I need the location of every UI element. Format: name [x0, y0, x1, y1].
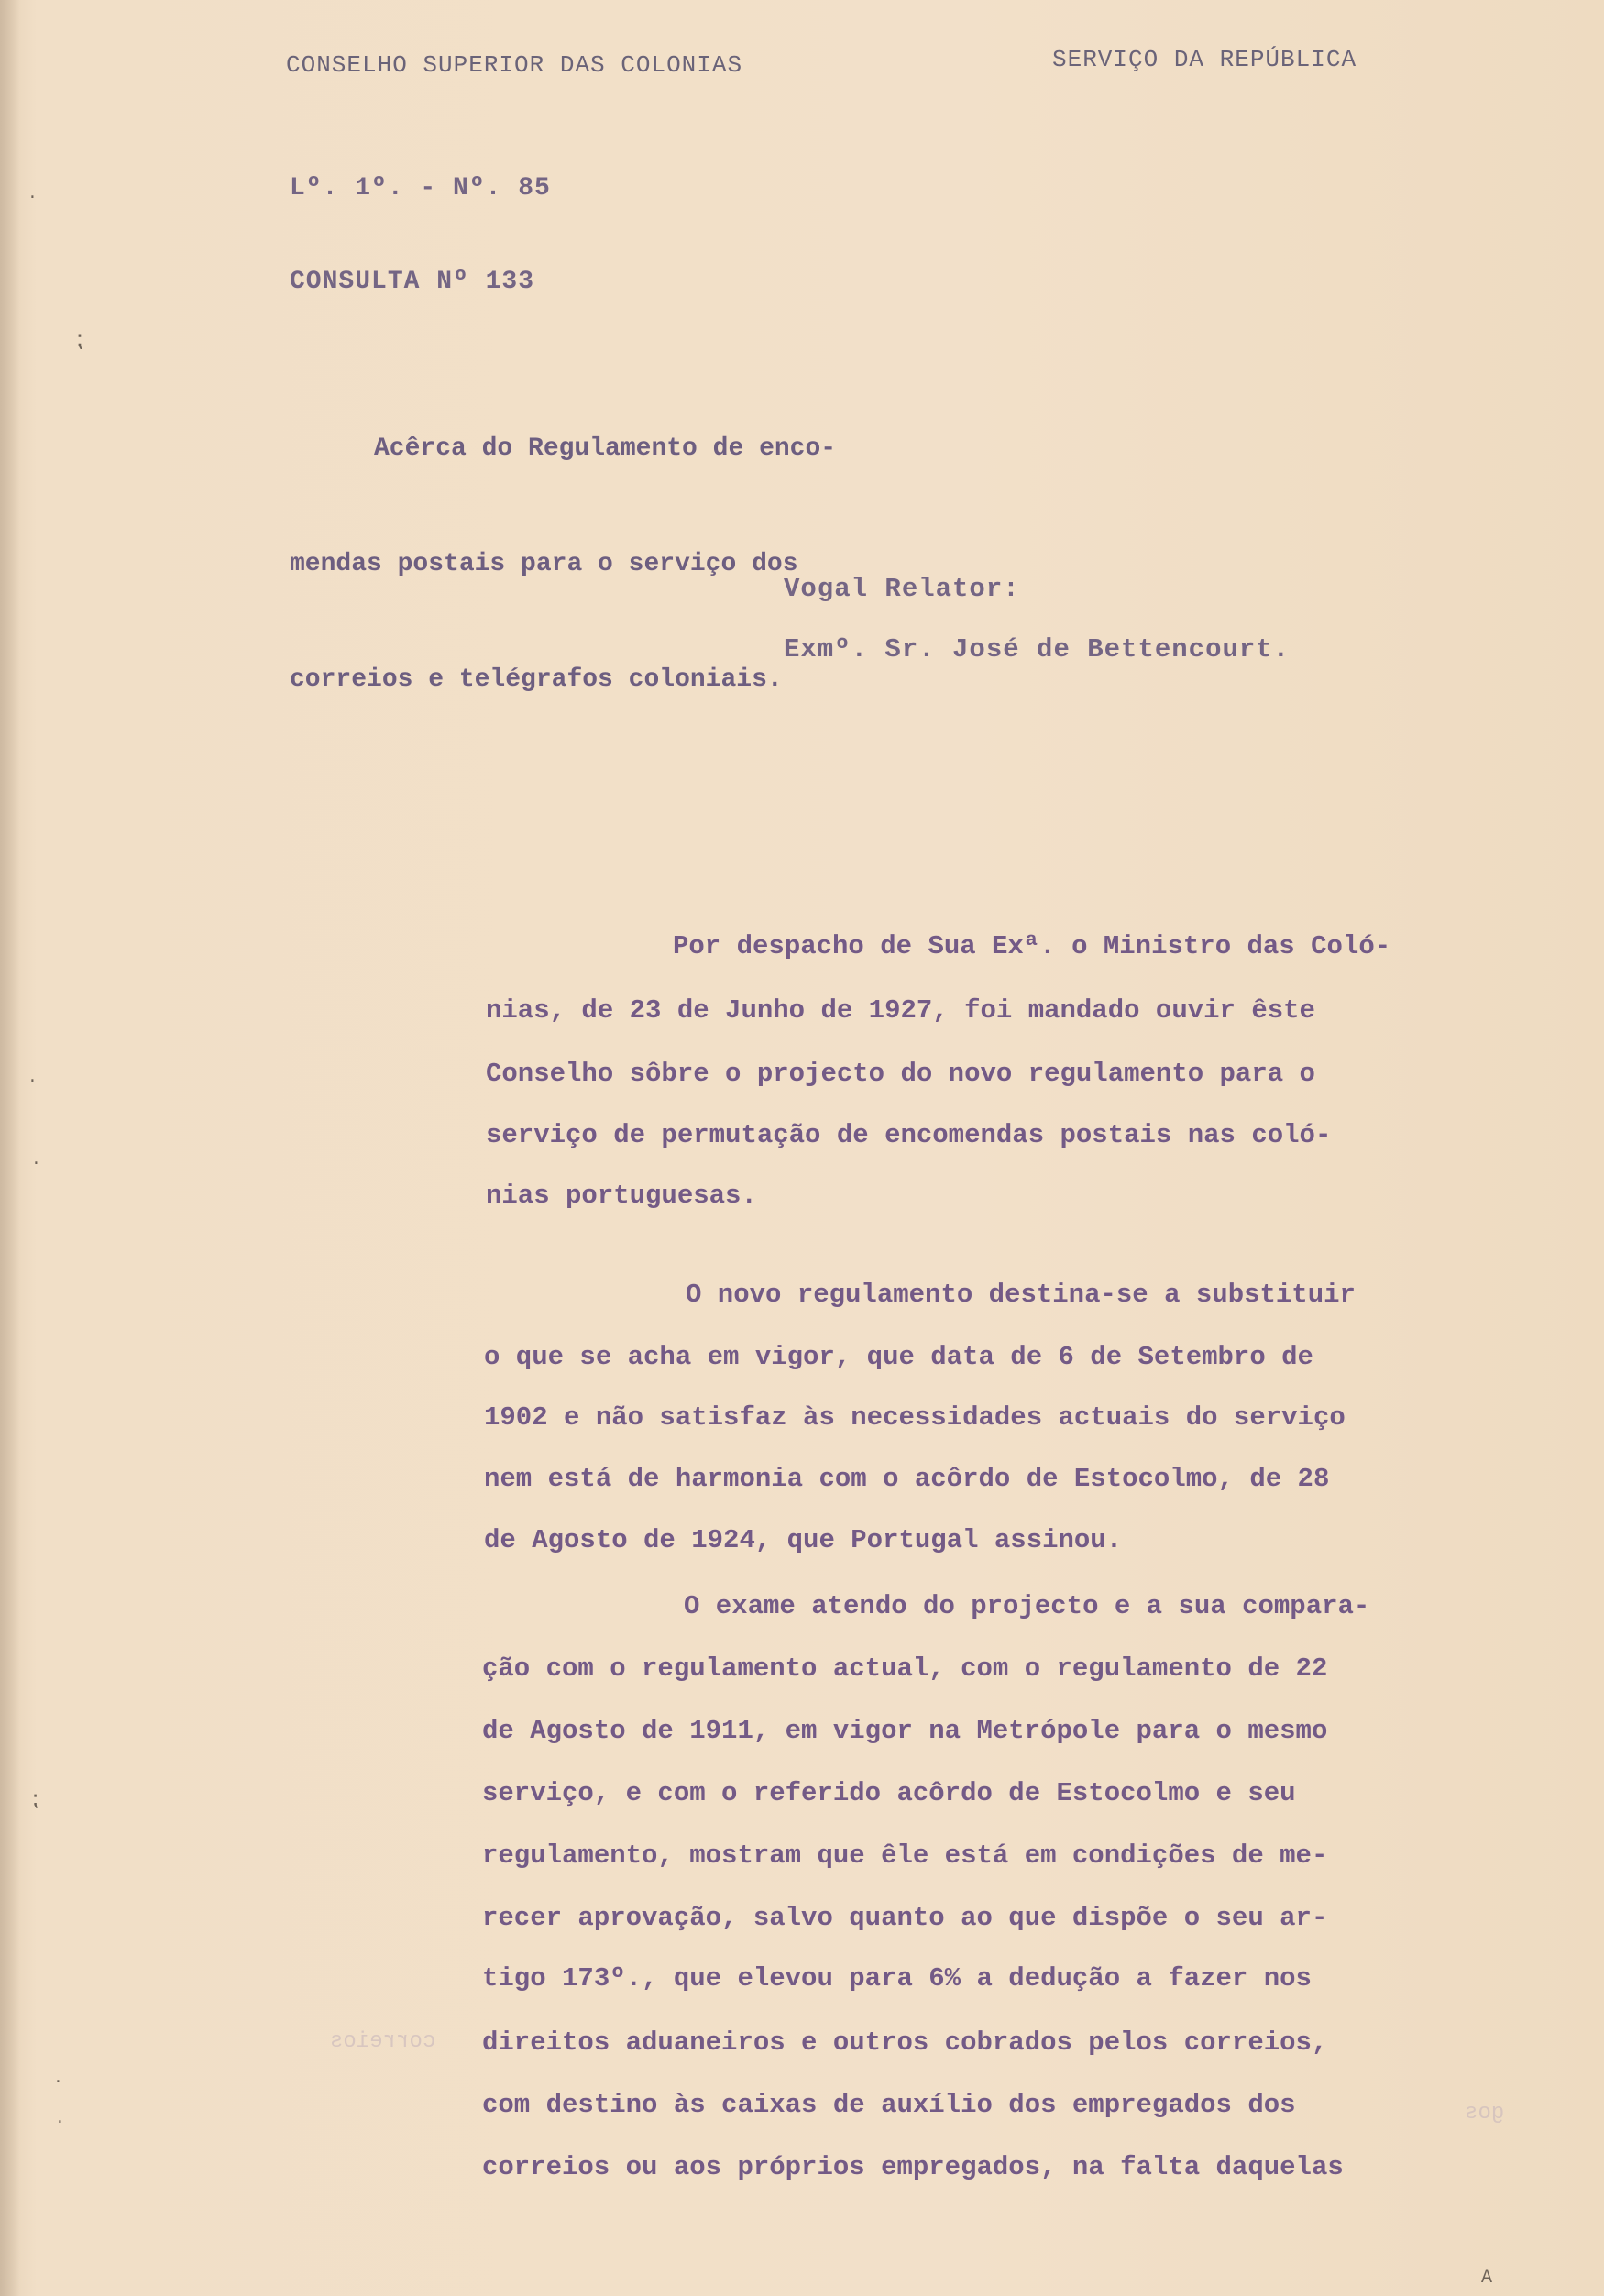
body-line: O exame atendo do projecto e a sua compara-	[684, 1591, 1370, 1621]
body-line: nias, de 23 de Junho de 1927, foi mandado ouvir êste	[486, 995, 1315, 1026]
body-line: serviço de permutação de encomendas postais nas coló-	[486, 1120, 1332, 1150]
body-line: ção com o regulamento actual, com o regulamento de 22	[482, 1653, 1328, 1684]
book-number: Lº. 1º. - Nº. 85	[290, 174, 551, 203]
subject-line: mendas postais para o serviço dos	[290, 550, 798, 578]
body-line: 1902 e não satisfaz às necessidades actuais do serviço	[484, 1402, 1346, 1433]
header-right: SERVIÇO DA REPÚBLICA	[1052, 46, 1357, 73]
page-edge-shadow	[0, 0, 20, 2296]
body-line: serviço, e com o referido acôrdo de Estocolmo e seu	[482, 1778, 1296, 1808]
margin-speck: ·	[31, 1155, 41, 1173]
margin-speck: ·	[27, 1072, 38, 1091]
margin-speck: ·	[27, 189, 38, 207]
body-line: o que se acha em vigor, que data de 6 de Setembro de	[484, 1342, 1313, 1372]
body-line: com destino às caixas de auxílio dos empregados dos	[482, 2090, 1296, 2120]
body-line: Conselho sôbre o projecto do novo regulamento para o	[486, 1059, 1315, 1089]
rapporteur-name: Exmº. Sr. José de Bettencourt.	[784, 634, 1291, 665]
body-line: de Agosto de 1911, em vigor na Metrópole para o mesmo	[482, 1716, 1328, 1746]
margin-speck: ·	[55, 2114, 65, 2132]
body-line: nem está de harmonia com o acôrdo de Estocolmo, de 28	[484, 1464, 1330, 1494]
body-line: recer aprovação, salvo quanto ao que dispõe o seu ar-	[482, 1903, 1328, 1933]
body-line: Por despacho de Sua Exª. o Ministro das Coló-	[673, 931, 1391, 961]
subject-block	[290, 353, 931, 776]
subject-line: correios e telégrafos coloniais.	[290, 665, 783, 694]
body-line: nias portuguesas.	[486, 1181, 757, 1211]
header-left: CONSELHO SUPERIOR DAS COLONIAS	[286, 51, 743, 79]
body-line: direitos aduaneiros e outros cobrados pelos correios,	[482, 2027, 1328, 2058]
rapporteur-label: Vogal Relator:	[784, 574, 1020, 604]
body-line: O novo regulamento destina-se a substituir	[686, 1280, 1356, 1310]
page-mark: A	[1481, 2268, 1493, 2289]
bleed-through-text: gos	[1465, 2101, 1505, 2126]
body-line: regulamento, mostram que êle está em condições de me-	[482, 1840, 1328, 1871]
body-line: correios ou aos próprios empregados, na falta daquelas	[482, 2152, 1344, 2182]
margin-speck: ⁏	[31, 1788, 39, 1813]
margin-speck: ·	[53, 2073, 63, 2092]
subject-line: Acêrca do Regulamento de enco-	[374, 434, 837, 463]
body-line: de Agosto de 1924, que Portugal assinou.	[484, 1525, 1123, 1555]
margin-speck: ⁏	[75, 326, 83, 354]
consulta-number: CONSULTA Nº 133	[290, 268, 535, 296]
body-line: tigo 173º., que elevou para 6% a dedução a fazer nos	[482, 1963, 1312, 1994]
bleed-through-text: correios	[330, 2029, 436, 2054]
